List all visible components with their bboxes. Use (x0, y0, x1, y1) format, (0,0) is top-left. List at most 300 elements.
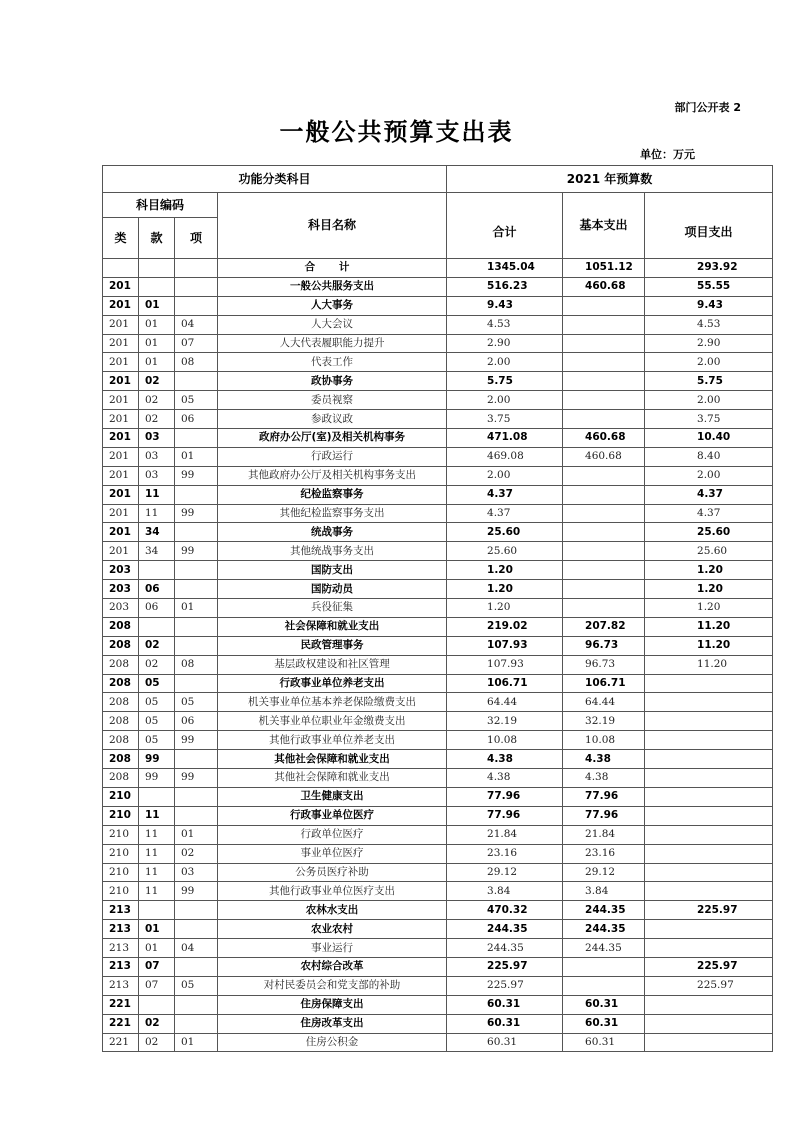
cell-lei: 221 (103, 995, 139, 1014)
table-row (103, 504, 773, 523)
cell-kuan: 02 (139, 410, 175, 429)
cell-xiang (175, 1014, 218, 1033)
cell-project: 11.20 (645, 655, 773, 674)
cell-kuan: 11 (139, 504, 175, 523)
cell-xiang (175, 372, 218, 391)
cell-xiang (175, 750, 218, 769)
header-budget-year: 2021 年预算数 (447, 166, 773, 193)
cell-total: 516.23 (447, 277, 563, 296)
cell-xiang (175, 806, 218, 825)
cell-subject-name: 基层政权建设和社区管理 (218, 655, 447, 674)
cell-lei: 208 (103, 731, 139, 750)
cell-basic (563, 466, 645, 485)
cell-kuan: 02 (139, 1033, 175, 1052)
cell-xiang (175, 995, 218, 1014)
table-row (103, 693, 773, 712)
cell-project (645, 693, 773, 712)
cell-xiang: 99 (175, 731, 218, 750)
cell-basic: 96.73 (563, 636, 645, 655)
cell-subject-name: 机关事业单位职业年金缴费支出 (218, 712, 447, 731)
cell-total: 3.75 (447, 410, 563, 429)
cell-subject-name: 人大事务 (218, 296, 447, 315)
unit-label: 单位：万元 (640, 148, 695, 161)
cell-kuan (139, 995, 175, 1014)
table-row (103, 731, 773, 750)
cell-subject-name: 一般公共服务支出 (218, 277, 447, 296)
cell-kuan: 01 (139, 920, 175, 939)
cell-project: 225.97 (645, 901, 773, 920)
cell-subject-name: 委员视察 (218, 391, 447, 410)
header-xiang: 项 (175, 218, 218, 259)
cell-lei: 210 (103, 806, 139, 825)
cell-total: 60.31 (447, 1014, 563, 1033)
cell-lei: 201 (103, 391, 139, 410)
table-row (103, 353, 773, 372)
cell-subject-name: 其他行政事业单位医疗支出 (218, 882, 447, 901)
cell-xiang (175, 617, 218, 636)
cell-xiang: 05 (175, 391, 218, 410)
cell-project: 4.53 (645, 315, 773, 334)
cell-project (645, 750, 773, 769)
cell-basic: 10.08 (563, 731, 645, 750)
cell-basic: 60.31 (563, 1033, 645, 1052)
cell-total: 107.93 (447, 636, 563, 655)
cell-total: 2.00 (447, 391, 563, 410)
cell-xiang (175, 901, 218, 920)
cell-kuan: 02 (139, 655, 175, 674)
cell-total: 23.16 (447, 844, 563, 863)
table-row (103, 844, 773, 863)
cell-lei: 221 (103, 1033, 139, 1052)
cell-subject-name: 事业运行 (218, 939, 447, 958)
cell-total: 64.44 (447, 693, 563, 712)
cell-total: 3.84 (447, 882, 563, 901)
cell-lei: 201 (103, 296, 139, 315)
cell-basic: 4.38 (563, 750, 645, 769)
cell-project: 2.00 (645, 391, 773, 410)
cell-lei: 203 (103, 599, 139, 618)
cell-lei: 201 (103, 466, 139, 485)
cell-xiang: 06 (175, 712, 218, 731)
cell-basic: 60.31 (563, 1014, 645, 1033)
cell-kuan: 11 (139, 485, 175, 504)
cell-xiang: 99 (175, 504, 218, 523)
cell-total: 106.71 (447, 674, 563, 693)
table-row (103, 277, 773, 296)
cell-kuan (139, 901, 175, 920)
table-row (103, 334, 773, 353)
table-row (103, 636, 773, 655)
cell-total: 1.20 (447, 599, 563, 618)
page-title: 一般公共预算支出表 (279, 117, 514, 146)
cell-lei: 213 (103, 939, 139, 958)
cell-subject-name: 住房保障支出 (218, 995, 447, 1014)
cell-lei: 201 (103, 485, 139, 504)
header-func-class: 功能分类科目 (103, 166, 447, 193)
cell-basic: 244.35 (563, 901, 645, 920)
cell-subject-name: 行政事业单位养老支出 (218, 674, 447, 693)
cell-kuan (139, 259, 175, 278)
cell-basic: 77.96 (563, 806, 645, 825)
cell-total: 470.32 (447, 901, 563, 920)
cell-basic: 96.73 (563, 655, 645, 674)
cell-basic: 106.71 (563, 674, 645, 693)
cell-basic: 460.68 (563, 429, 645, 448)
table-row (103, 259, 773, 278)
cell-basic: 3.84 (563, 882, 645, 901)
cell-xiang: 99 (175, 542, 218, 561)
cell-basic (563, 353, 645, 372)
table-row (103, 599, 773, 618)
cell-lei: 213 (103, 901, 139, 920)
cell-project (645, 674, 773, 693)
cell-lei: 208 (103, 617, 139, 636)
cell-total: 225.97 (447, 976, 563, 995)
table-row (103, 429, 773, 448)
cell-xiang (175, 957, 218, 976)
cell-xiang: 01 (175, 447, 218, 466)
cell-subject-name: 合 计 (218, 259, 447, 278)
cell-kuan: 34 (139, 523, 175, 542)
cell-subject-name: 参政议政 (218, 410, 447, 429)
cell-project (645, 712, 773, 731)
header-total: 合计 (447, 193, 563, 259)
cell-subject-name: 其他社会保障和就业支出 (218, 750, 447, 769)
cell-basic: 60.31 (563, 995, 645, 1014)
table-row (103, 372, 773, 391)
cell-lei: 213 (103, 957, 139, 976)
cell-xiang: 08 (175, 655, 218, 674)
table-row (103, 1033, 773, 1052)
cell-lei: 201 (103, 523, 139, 542)
cell-lei: 208 (103, 655, 139, 674)
budget-table (102, 165, 773, 1052)
cell-lei (103, 259, 139, 278)
cell-lei: 213 (103, 920, 139, 939)
cell-total: 4.37 (447, 485, 563, 504)
cell-project: 25.60 (645, 542, 773, 561)
cell-lei: 210 (103, 825, 139, 844)
cell-basic: 460.68 (563, 447, 645, 466)
cell-subject-name: 其他纪检监察事务支出 (218, 504, 447, 523)
cell-lei: 201 (103, 315, 139, 334)
cell-project: 5.75 (645, 372, 773, 391)
cell-xiang: 05 (175, 976, 218, 995)
cell-kuan: 02 (139, 636, 175, 655)
cell-subject-name: 政协事务 (218, 372, 447, 391)
cell-total: 4.38 (447, 750, 563, 769)
cell-kuan: 07 (139, 957, 175, 976)
header-subject-code: 科目编码 (103, 193, 218, 218)
cell-subject-name: 社会保障和就业支出 (218, 617, 447, 636)
cell-xiang: 08 (175, 353, 218, 372)
cell-lei: 210 (103, 787, 139, 806)
table-row (103, 957, 773, 976)
cell-xiang (175, 787, 218, 806)
table-row (103, 617, 773, 636)
cell-total: 25.60 (447, 523, 563, 542)
cell-lei: 201 (103, 334, 139, 353)
cell-kuan: 07 (139, 976, 175, 995)
cell-xiang (175, 429, 218, 448)
cell-kuan: 99 (139, 769, 175, 788)
cell-project: 4.37 (645, 504, 773, 523)
cell-lei: 203 (103, 561, 139, 580)
cell-subject-name: 住房公积金 (218, 1033, 447, 1052)
cell-kuan: 05 (139, 693, 175, 712)
cell-kuan (139, 561, 175, 580)
cell-kuan: 03 (139, 466, 175, 485)
cell-project: 2.90 (645, 334, 773, 353)
cell-subject-name: 行政单位医疗 (218, 825, 447, 844)
table-row (103, 863, 773, 882)
cell-xiang: 99 (175, 769, 218, 788)
header-lei: 类 (103, 218, 139, 259)
header-project: 项目支出 (645, 193, 773, 259)
table-row (103, 674, 773, 693)
cell-basic (563, 580, 645, 599)
cell-lei: 201 (103, 542, 139, 561)
cell-basic: 77.96 (563, 787, 645, 806)
cell-project: 4.37 (645, 485, 773, 504)
cell-subject-name: 卫生健康支出 (218, 787, 447, 806)
cell-total: 244.35 (447, 939, 563, 958)
cell-kuan: 02 (139, 1014, 175, 1033)
cell-kuan: 01 (139, 939, 175, 958)
cell-total: 5.75 (447, 372, 563, 391)
cell-lei: 208 (103, 693, 139, 712)
cell-kuan: 01 (139, 334, 175, 353)
table-row (103, 787, 773, 806)
cell-total: 60.31 (447, 995, 563, 1014)
cell-kuan: 01 (139, 296, 175, 315)
cell-project: 10.40 (645, 429, 773, 448)
cell-xiang (175, 277, 218, 296)
table-row (103, 523, 773, 542)
table-row (103, 561, 773, 580)
header-kuan: 款 (139, 218, 175, 259)
table-row (103, 769, 773, 788)
cell-total: 1.20 (447, 580, 563, 599)
table-row (103, 712, 773, 731)
table-row (103, 976, 773, 995)
cell-total: 9.43 (447, 296, 563, 315)
table-row (103, 296, 773, 315)
cell-basic: 64.44 (563, 693, 645, 712)
cell-basic (563, 296, 645, 315)
table-row (103, 485, 773, 504)
cell-total: 107.93 (447, 655, 563, 674)
cell-subject-name: 住房改革支出 (218, 1014, 447, 1033)
cell-basic: 21.84 (563, 825, 645, 844)
cell-total: 471.08 (447, 429, 563, 448)
table-row (103, 447, 773, 466)
table-number-label: 部门公开表 2 (674, 101, 741, 114)
cell-total: 225.97 (447, 957, 563, 976)
cell-subject-name: 其他社会保障和就业支出 (218, 769, 447, 788)
cell-total: 1345.04 (447, 259, 563, 278)
cell-subject-name: 民政管理事务 (218, 636, 447, 655)
cell-xiang (175, 580, 218, 599)
cell-kuan: 05 (139, 712, 175, 731)
cell-lei: 201 (103, 372, 139, 391)
cell-basic (563, 599, 645, 618)
cell-lei: 208 (103, 636, 139, 655)
cell-total: 469.08 (447, 447, 563, 466)
cell-lei: 210 (103, 844, 139, 863)
cell-lei: 208 (103, 769, 139, 788)
cell-kuan: 11 (139, 806, 175, 825)
cell-total: 4.38 (447, 769, 563, 788)
cell-project: 2.00 (645, 353, 773, 372)
cell-basic: 1051.12 (563, 259, 645, 278)
cell-basic (563, 504, 645, 523)
cell-total: 1.20 (447, 561, 563, 580)
cell-kuan: 01 (139, 315, 175, 334)
cell-kuan: 11 (139, 863, 175, 882)
cell-kuan: 34 (139, 542, 175, 561)
cell-total: 29.12 (447, 863, 563, 882)
cell-basic (563, 523, 645, 542)
table-row (103, 825, 773, 844)
cell-subject-name: 代表工作 (218, 353, 447, 372)
cell-xiang: 07 (175, 334, 218, 353)
table-row (103, 920, 773, 939)
cell-project: 11.20 (645, 636, 773, 655)
table-row (103, 882, 773, 901)
cell-basic: 460.68 (563, 277, 645, 296)
cell-kuan: 11 (139, 882, 175, 901)
cell-xiang: 01 (175, 599, 218, 618)
cell-kuan: 99 (139, 750, 175, 769)
table-row (103, 391, 773, 410)
cell-basic: 207.82 (563, 617, 645, 636)
cell-basic: 244.35 (563, 939, 645, 958)
cell-subject-name: 人大代表履职能力提升 (218, 334, 447, 353)
cell-xiang (175, 485, 218, 504)
cell-xiang: 04 (175, 315, 218, 334)
cell-basic: 29.12 (563, 863, 645, 882)
cell-project (645, 939, 773, 958)
cell-basic (563, 410, 645, 429)
cell-lei: 203 (103, 580, 139, 599)
cell-kuan (139, 277, 175, 296)
cell-total: 2.00 (447, 353, 563, 372)
cell-xiang (175, 561, 218, 580)
cell-subject-name: 农业农村 (218, 920, 447, 939)
cell-xiang: 02 (175, 844, 218, 863)
cell-subject-name: 行政事业单位医疗 (218, 806, 447, 825)
header-basic: 基本支出 (563, 193, 645, 259)
cell-total: 77.96 (447, 787, 563, 806)
cell-lei: 208 (103, 750, 139, 769)
cell-lei: 201 (103, 410, 139, 429)
cell-project: 1.20 (645, 561, 773, 580)
table-row (103, 542, 773, 561)
cell-basic (563, 542, 645, 561)
cell-kuan: 11 (139, 844, 175, 863)
cell-kuan: 11 (139, 825, 175, 844)
cell-project (645, 995, 773, 1014)
cell-basic (563, 485, 645, 504)
cell-kuan: 03 (139, 447, 175, 466)
cell-kuan: 02 (139, 372, 175, 391)
cell-lei: 208 (103, 712, 139, 731)
cell-subject-name: 人大会议 (218, 315, 447, 334)
cell-project: 11.20 (645, 617, 773, 636)
cell-project (645, 882, 773, 901)
cell-kuan (139, 617, 175, 636)
cell-project: 2.00 (645, 466, 773, 485)
cell-kuan: 03 (139, 429, 175, 448)
cell-subject-name: 行政运行 (218, 447, 447, 466)
cell-subject-name: 政府办公厅(室)及相关机构事务 (218, 429, 447, 448)
cell-project (645, 920, 773, 939)
cell-subject-name: 机关事业单位基本养老保险缴费支出 (218, 693, 447, 712)
cell-subject-name: 事业单位医疗 (218, 844, 447, 863)
cell-basic: 244.35 (563, 920, 645, 939)
cell-lei: 210 (103, 863, 139, 882)
table-row (103, 750, 773, 769)
cell-basic (563, 561, 645, 580)
cell-xiang (175, 674, 218, 693)
cell-kuan (139, 787, 175, 806)
cell-subject-name: 统战事务 (218, 523, 447, 542)
cell-xiang (175, 636, 218, 655)
cell-project: 225.97 (645, 957, 773, 976)
cell-lei: 213 (103, 976, 139, 995)
cell-total: 4.37 (447, 504, 563, 523)
cell-project: 8.40 (645, 447, 773, 466)
cell-total: 32.19 (447, 712, 563, 731)
cell-total: 4.53 (447, 315, 563, 334)
cell-subject-name: 兵役征集 (218, 599, 447, 618)
cell-xiang: 05 (175, 693, 218, 712)
cell-subject-name: 对村民委员会和党支部的补助 (218, 976, 447, 995)
cell-project: 293.92 (645, 259, 773, 278)
cell-project (645, 1033, 773, 1052)
cell-xiang: 06 (175, 410, 218, 429)
cell-lei: 221 (103, 1014, 139, 1033)
cell-project: 25.60 (645, 523, 773, 542)
cell-kuan: 06 (139, 580, 175, 599)
cell-basic: 32.19 (563, 712, 645, 731)
table-row (103, 995, 773, 1014)
cell-subject-name: 农林水支出 (218, 901, 447, 920)
cell-project: 55.55 (645, 277, 773, 296)
table-row (103, 315, 773, 334)
cell-project (645, 863, 773, 882)
cell-lei: 210 (103, 882, 139, 901)
cell-total: 219.02 (447, 617, 563, 636)
table-row (103, 806, 773, 825)
cell-xiang (175, 920, 218, 939)
cell-lei: 208 (103, 674, 139, 693)
cell-total: 244.35 (447, 920, 563, 939)
cell-lei: 201 (103, 277, 139, 296)
cell-kuan: 06 (139, 599, 175, 618)
cell-xiang (175, 523, 218, 542)
cell-project: 225.97 (645, 976, 773, 995)
cell-project (645, 844, 773, 863)
table-row (103, 410, 773, 429)
cell-kuan: 02 (139, 391, 175, 410)
cell-project: 3.75 (645, 410, 773, 429)
table-row (103, 1014, 773, 1033)
cell-lei: 201 (103, 447, 139, 466)
cell-basic: 4.38 (563, 769, 645, 788)
cell-basic (563, 372, 645, 391)
